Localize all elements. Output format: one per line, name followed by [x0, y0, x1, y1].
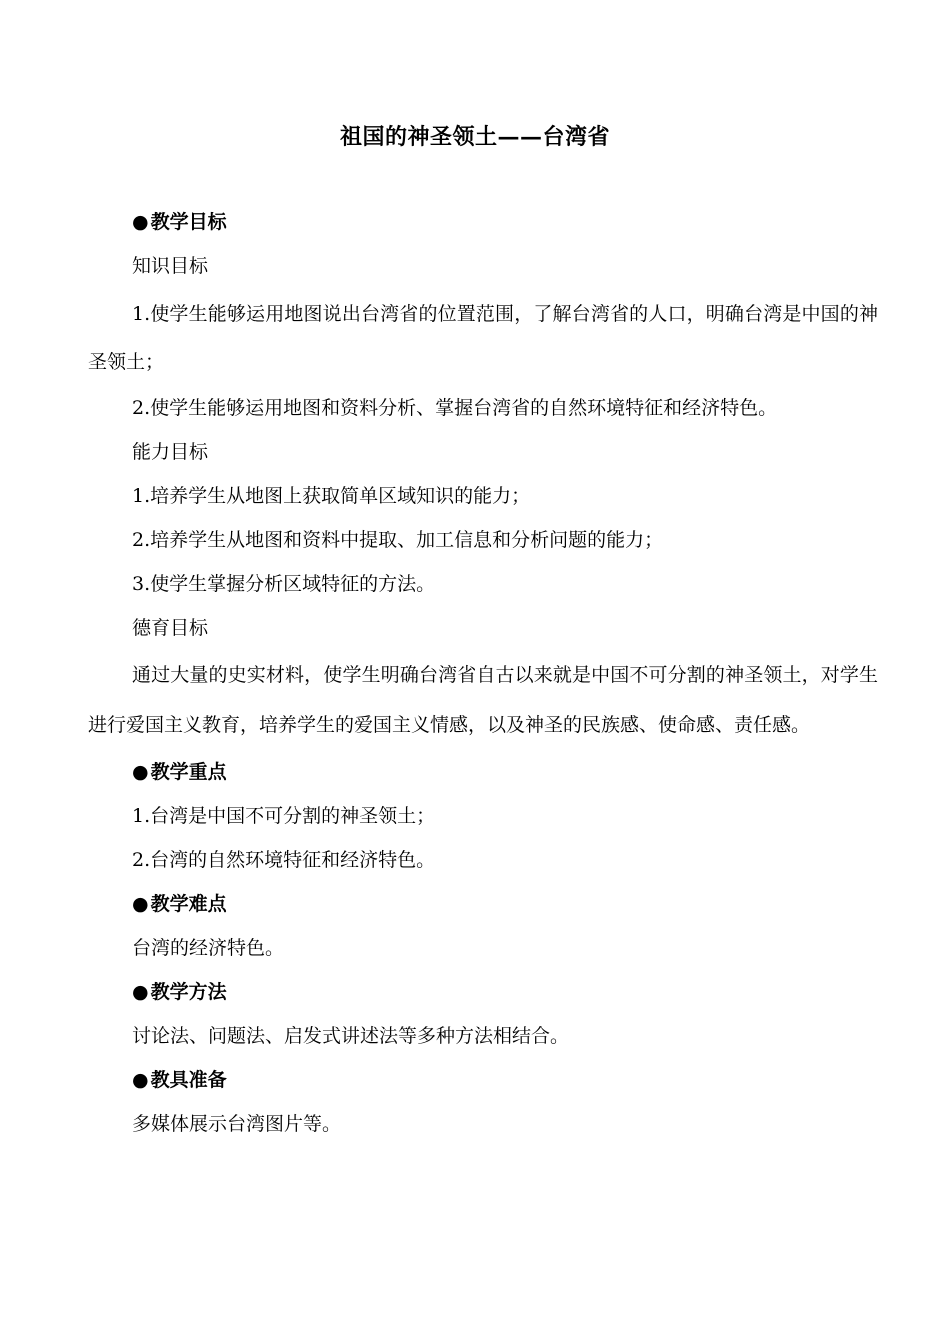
- subheading-moral: 德育目标: [132, 617, 209, 639]
- knowledge-item-2: 2.使学生能够运用地图和资料分析、掌握台湾省的自然环境特征和经济特色。: [132, 397, 778, 419]
- bullet-icon: ●: [132, 211, 149, 233]
- materials-text: 多媒体展示台湾图片等。: [132, 1113, 342, 1135]
- section-heading-objectives: [88, 200, 878, 244]
- section-heading-key-points: [88, 750, 878, 794]
- heading-text: 教学难点: [150, 893, 227, 915]
- section-heading-methods: [88, 970, 878, 1014]
- heading-text: 教学方法: [150, 981, 227, 1003]
- document-title: 祖国的神圣领土——台湾省: [339, 124, 610, 150]
- key-point-item-1: 1.台湾是中国不可分割的神圣领土；: [132, 805, 436, 827]
- bullet-icon: ●: [132, 893, 149, 915]
- ability-item-3: 3.使学生掌握分析区域特征的方法。: [132, 573, 436, 595]
- bullet-icon: ●: [132, 761, 149, 783]
- heading-text: 教具准备: [150, 1069, 227, 1091]
- heading-text: 教学目标: [150, 211, 227, 233]
- difficulty-text: 台湾的经济特色。: [132, 937, 285, 959]
- ability-item-1: 1.培养学生从地图上获取简单区域知识的能力；: [132, 485, 531, 507]
- subheading-ability: 能力目标: [132, 441, 209, 463]
- section-heading-difficulties: [88, 882, 878, 926]
- heading-text: 教学重点: [150, 761, 227, 783]
- ability-item-2: 2.培养学生从地图和资料中提取、加工信息和分析问题的能力；: [132, 529, 664, 551]
- methods-text: 讨论法、问题法、启发式讲述法等多种方法相结合。: [132, 1025, 570, 1047]
- knowledge-item-1: 1.使学生能够运用地图说出台湾省的位置范围，了解台湾省的人口，明确台湾是中国的神圣领土；: [88, 303, 878, 373]
- section-heading-materials: [88, 1058, 878, 1102]
- bullet-icon: ●: [132, 981, 149, 1003]
- subheading-knowledge: 知识目标: [132, 255, 209, 277]
- bullet-icon: ●: [132, 1069, 149, 1091]
- moral-text: 通过大量的史实材料，使学生明确台湾省自古以来就是中国不可分割的神圣领土，对学生进行爱国主义教育，培养学生的爱国主义情感，以及神圣的民族感、使命感、责任感。: [88, 664, 878, 736]
- key-point-item-2: 2.台湾的自然环境特征和经济特色。: [132, 849, 436, 871]
- document-body: [88, 200, 878, 1146]
